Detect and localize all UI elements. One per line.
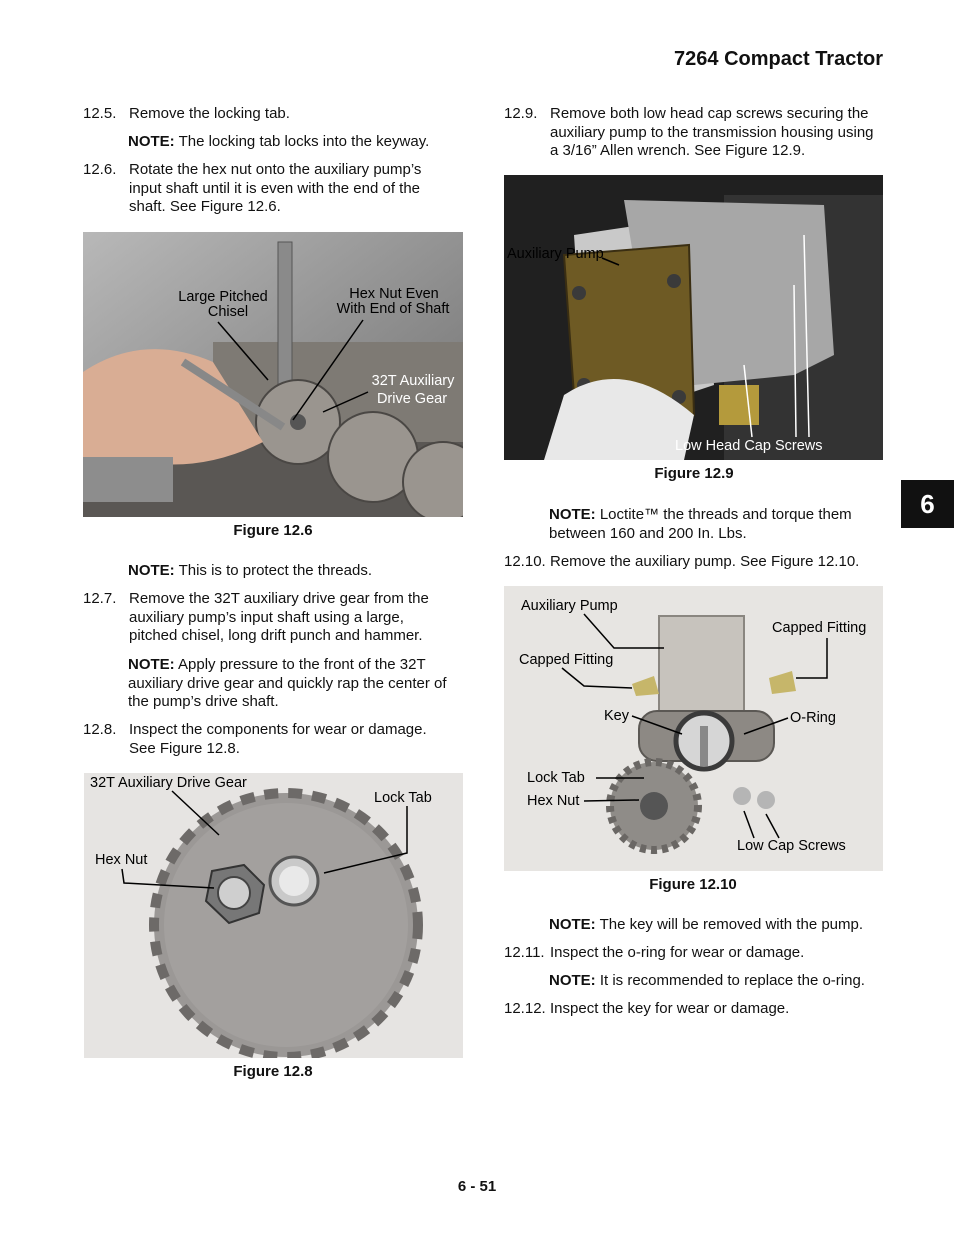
fig129-label-screws: Low Head Cap Screws	[675, 438, 823, 454]
step-12-9	[504, 105, 884, 161]
note-text: It is recommended to replace the o-ring.	[595, 972, 865, 989]
note-12-10	[549, 916, 889, 935]
step-number: 12.5.	[83, 105, 117, 122]
note-label: NOTE:	[128, 562, 175, 579]
note-text: Loctite™ the threads and torque them between 160 and 200 In. Lbs.	[549, 506, 852, 542]
fig1210-label-locktab: Lock Tab	[527, 770, 585, 786]
fig1210-label-screws: Low Cap Screws	[737, 838, 846, 854]
step-12-7	[83, 590, 453, 646]
step-number: 12.10.	[504, 553, 546, 570]
right-column	[477, 0, 954, 1235]
step-text: Remove the 32T auxiliary drive gear from the auxiliary pump’s input shaft using a large, pitched chisel, long drift punch and hammer.	[129, 590, 429, 644]
step-number: 12.9.	[504, 105, 538, 122]
step-12-8	[83, 721, 453, 758]
note-label: NOTE:	[549, 916, 596, 933]
note-label: NOTE:	[128, 656, 175, 673]
figure-12-9-caption: Figure 12.9	[654, 465, 734, 482]
figure-12-6-photo	[83, 232, 463, 517]
note-12-6	[128, 562, 463, 581]
step-text: Rotate the hex nut onto the auxiliary pump’s input shaft until it is even with the end of the shaft. See Figure 12.6.	[129, 161, 422, 215]
section-tab: 6	[901, 480, 954, 528]
step-text: Inspect the components for wear or damage. See Figure 12.8.	[129, 721, 427, 757]
step-12-12	[504, 1000, 904, 1019]
fig128-label-locktab: Lock Tab	[374, 790, 432, 806]
note-text: Apply pressure to the front of the 32T auxiliary drive gear and quickly rap the center of the pump’s drive shaft.	[128, 656, 447, 710]
step-text: Remove both low head cap screws securing the auxiliary pump to the transmission housing using a 3/16” Allen wrench. See Figure 12.9.	[550, 105, 874, 159]
figure-12-8-caption: Figure 12.8	[233, 1063, 313, 1080]
step-number: 12.7.	[83, 590, 117, 607]
figure-12-9-photo	[504, 175, 883, 460]
step-text: Inspect the key for wear or damage.	[550, 1000, 790, 1017]
fig126-label-hexnut-1: Hex Nut Even	[349, 286, 439, 302]
figure-12-6-caption: Figure 12.6	[233, 522, 313, 539]
note-label: NOTE:	[549, 506, 596, 523]
step-number: 12.8.	[83, 721, 117, 738]
step-12-10	[504, 553, 904, 572]
note-12-5	[128, 133, 463, 152]
step-12-6	[83, 161, 435, 217]
figure-12-8-photo	[84, 773, 463, 1058]
page-number: 6 - 51	[457, 1178, 497, 1195]
page-title: 7264 Compact Tractor	[674, 48, 883, 70]
fig1210-label-pump: Auxiliary Pump	[521, 598, 618, 614]
step-text: Inspect the o-ring for wear or damage.	[550, 944, 805, 961]
note-12-9	[549, 506, 884, 543]
fig128-label-hexnut: Hex Nut	[95, 852, 148, 868]
fig128-label-gear: 32T Auxiliary Drive Gear	[90, 775, 247, 791]
note-12-11	[549, 972, 889, 991]
fig1210-label-capped-right: Capped Fitting	[772, 620, 867, 636]
note-12-7	[128, 656, 463, 712]
fig126-label-gear-1: 32T Auxiliary	[371, 373, 455, 389]
fig126-label-chisel-1: Large Pitched	[178, 289, 268, 305]
fig1210-label-hexnut: Hex Nut	[527, 793, 580, 809]
note-label: NOTE:	[128, 133, 175, 150]
fig129-label-pump: Auxiliary Pump	[507, 246, 604, 262]
fig126-label-chisel-2: Chisel	[207, 304, 249, 320]
fig1210-label-oring: O-Ring	[790, 710, 836, 726]
step-text: Remove the locking tab.	[129, 105, 290, 122]
step-12-11	[504, 944, 904, 963]
step-number: 12.11.	[504, 944, 545, 961]
fig1210-label-key: Key	[604, 708, 629, 724]
note-text: The key will be removed with the pump.	[595, 916, 864, 933]
note-text: This is to protect the threads.	[174, 562, 372, 579]
fig1210-label-capped-left: Capped Fitting	[519, 652, 614, 668]
fig126-label-gear-2: Drive Gear	[376, 391, 448, 407]
figure-12-10-photo	[504, 586, 883, 871]
fig126-label-hexnut-2: With End of Shaft	[336, 301, 450, 317]
note-label: NOTE:	[549, 972, 596, 989]
step-12-5	[83, 105, 463, 124]
step-text: Remove the auxiliary pump. See Figure 12.10.	[550, 553, 860, 570]
note-text: The locking tab locks into the keyway.	[174, 133, 430, 150]
step-number: 12.12.	[504, 1000, 546, 1017]
figure-12-10-caption: Figure 12.10	[649, 876, 737, 893]
step-number: 12.6.	[83, 161, 117, 178]
